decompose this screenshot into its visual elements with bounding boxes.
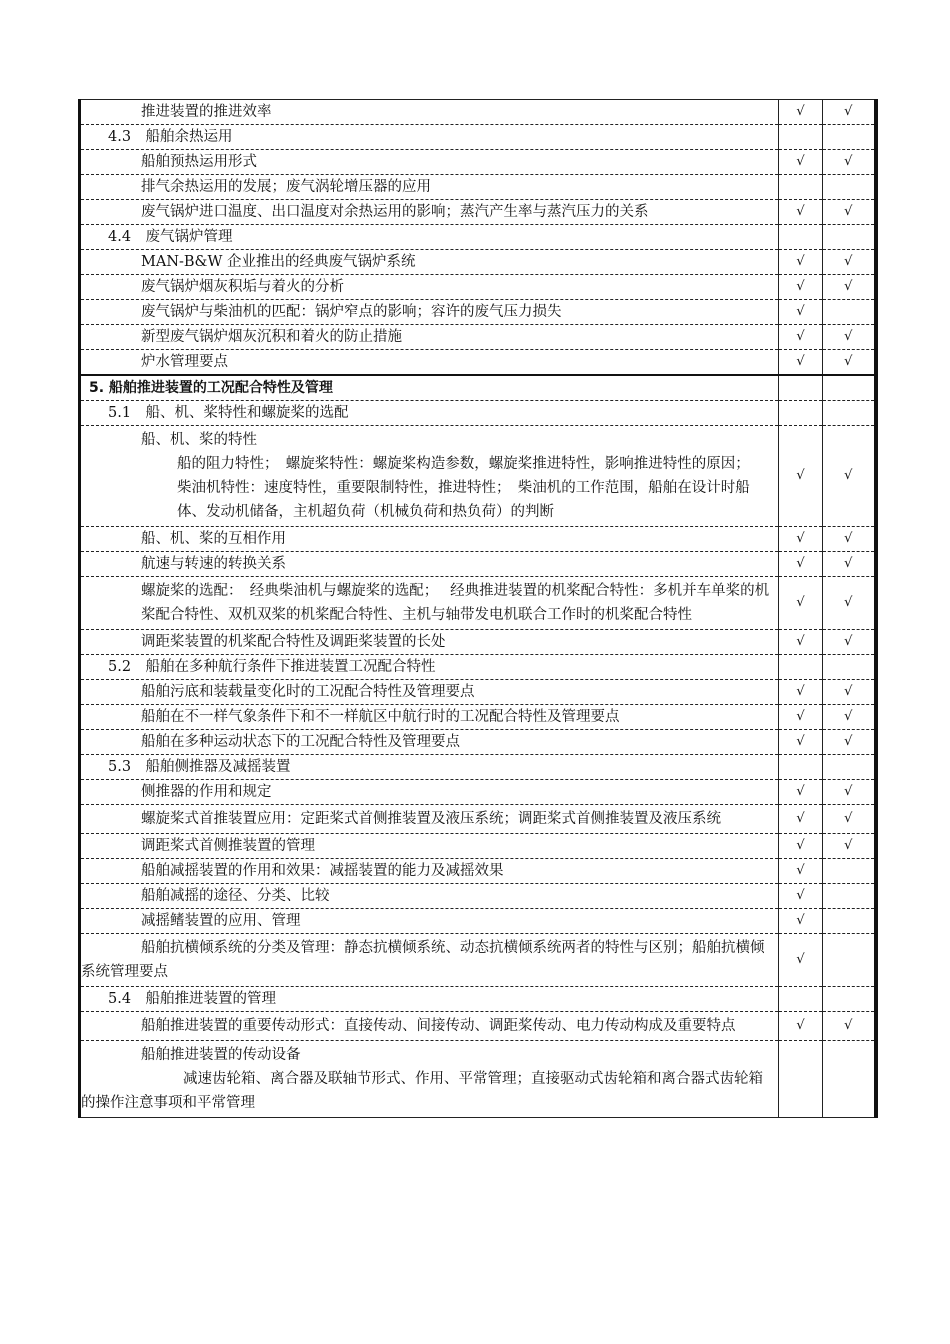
row-description (80, 705, 779, 730)
row-text: 船舶在多种运动状态下的工况配合特性及管理要点 (141, 734, 460, 750)
row-description (80, 780, 779, 805)
syllabus-table-body (80, 100, 876, 1118)
checkmark-column-2: √ (823, 780, 876, 805)
row-description (80, 375, 779, 401)
checkmark-column-2: √ (823, 630, 876, 655)
row-description (80, 805, 779, 834)
row-text: 侧推器的作用和规定 (141, 784, 272, 800)
table-row (80, 730, 876, 755)
row-description (80, 884, 779, 909)
checkmark-column-1: √ (779, 909, 823, 934)
checkmark-column-2: √ (823, 527, 876, 552)
row-text: 排气余热运用的发展；废气涡轮增压器的应用 (141, 179, 431, 195)
checkmark-column-1 (779, 401, 823, 426)
table-row (80, 834, 876, 859)
checkmark-column-2 (823, 987, 876, 1012)
checkmark-column-1 (779, 375, 823, 401)
row-description (80, 401, 779, 426)
row-description (80, 527, 779, 552)
checkmark-column-1: √ (779, 680, 823, 705)
checkmark-column-2 (823, 225, 876, 250)
section-heading-row (80, 375, 876, 401)
row-description (80, 350, 779, 376)
row-description (80, 100, 779, 125)
checkmark-column-2: √ (823, 100, 876, 125)
checkmark-column-1: √ (779, 100, 823, 125)
checkmark-column-1: √ (779, 577, 823, 630)
table-row (80, 577, 876, 630)
table-row (80, 200, 876, 225)
row-text: 新型废气锅炉烟灰沉积和着火的防止措施 (141, 329, 402, 345)
table-row (80, 100, 876, 125)
checkmark-column-2: √ (823, 275, 876, 300)
row-text: 船、机、桨的互相作用 (141, 531, 286, 547)
row-description (80, 175, 779, 200)
row-text: 船舶污底和装载量变化时的工况配合特性及管理要点 (141, 684, 475, 700)
checkmark-column-1: √ (779, 325, 823, 350)
row-description (80, 730, 779, 755)
checkmark-column-1: √ (779, 200, 823, 225)
checkmark-column-1: √ (779, 426, 823, 527)
checkmark-column-2 (823, 884, 876, 909)
table-row (80, 426, 876, 527)
checkmark-column-2 (823, 401, 876, 426)
row-description (80, 300, 779, 325)
row-text: 4.3 船舶余热运用 (108, 129, 233, 145)
row-text: 推进装置的推进效率 (141, 104, 272, 120)
checkmark-column-2: √ (823, 730, 876, 755)
row-description (80, 630, 779, 655)
row-description (80, 755, 779, 780)
checkmark-column-2: √ (823, 805, 876, 834)
row-description (80, 577, 779, 630)
row-text: 减摇鳍装置的应用、管理 (141, 913, 301, 929)
row-description (80, 325, 779, 350)
checkmark-column-2: √ (823, 200, 876, 225)
row-description (80, 680, 779, 705)
row-body-text: 减速齿轮箱、离合器及联轴节形式、作用、平常管理；直接驱动式齿轮箱和离合器式齿轮箱的操作注意事项和平常管理 (81, 1071, 763, 1111)
checkmark-column-2 (823, 859, 876, 884)
row-description (80, 275, 779, 300)
checkmark-column-1 (779, 125, 823, 150)
checkmark-column-1: √ (779, 805, 823, 834)
checkmark-column-2 (823, 909, 876, 934)
checkmark-column-2: √ (823, 834, 876, 859)
row-text: 5.4 船舶推进装置的管理 (108, 991, 277, 1007)
checkmark-column-1: √ (779, 859, 823, 884)
table-row (80, 680, 876, 705)
row-description (80, 200, 779, 225)
checkmark-column-1: √ (779, 552, 823, 577)
syllabus-table (78, 99, 878, 1118)
checkmark-column-2 (823, 175, 876, 200)
checkmark-column-1: √ (779, 934, 823, 987)
checkmark-column-1: √ (779, 705, 823, 730)
row-description (80, 150, 779, 175)
row-text: 5.1 船、机、桨特性和螺旋桨的选配 (108, 405, 349, 421)
row-description (80, 934, 779, 987)
row-text: 船舶预热运用形式 (141, 154, 257, 170)
row-text: MAN-B&W 企业推出的经典废气锅炉系统 (141, 254, 416, 270)
checkmark-column-1 (779, 755, 823, 780)
checkmark-column-1: √ (779, 250, 823, 275)
table-row (80, 1012, 876, 1041)
table-row (80, 909, 876, 934)
table-row (80, 250, 876, 275)
table-row (80, 325, 876, 350)
checkmark-column-2 (823, 655, 876, 680)
row-body-text: 船的阻力特性； 螺旋桨特性：螺旋桨构造参数，螺旋桨推进特性，影响推进特性的原因； 柴油机特性：速度特性，重要限制特性，推进特性； 柴油机的工作范围，船舶在设计时船体、发动机储备，主机超负荷（机械负荷和热负荷）的判断 (177, 456, 757, 520)
checkmark-column-2: √ (823, 426, 876, 527)
row-description (80, 987, 779, 1012)
checkmark-column-2 (823, 1041, 876, 1118)
table-row (80, 884, 876, 909)
table-row (80, 705, 876, 730)
row-heading-text: 船、机、桨的特性 (141, 432, 257, 448)
table-row (80, 175, 876, 200)
checkmark-column-1: √ (779, 780, 823, 805)
checkmark-column-1: √ (779, 150, 823, 175)
checkmark-column-2: √ (823, 552, 876, 577)
table-row (80, 527, 876, 552)
row-text: 船舶减摇装置的作用和效果：减摇装置的能力及减摇效果 (141, 863, 504, 879)
row-text: 船舶减摇的途径、分类、比较 (141, 888, 330, 904)
checkmark-column-2: √ (823, 250, 876, 275)
checkmark-column-1: √ (779, 350, 823, 376)
table-row (80, 1041, 876, 1118)
table-row (80, 859, 876, 884)
row-description (80, 909, 779, 934)
checkmark-column-1: √ (779, 630, 823, 655)
checkmark-column-1 (779, 225, 823, 250)
subsection-row (80, 401, 876, 426)
checkmark-column-1: √ (779, 834, 823, 859)
checkmark-column-2 (823, 125, 876, 150)
table-row (80, 552, 876, 577)
checkmark-column-1: √ (779, 275, 823, 300)
row-description (80, 125, 779, 150)
row-text: 航速与转速的转换关系 (141, 556, 286, 572)
row-description (80, 250, 779, 275)
checkmark-column-2: √ (823, 325, 876, 350)
table-row (80, 780, 876, 805)
row-text: 废气锅炉与柴油机的匹配：锅炉窄点的影响；容许的废气压力损失 (141, 304, 562, 320)
checkmark-column-2 (823, 755, 876, 780)
table-row (80, 805, 876, 834)
row-text: 5.2 船舶在多种航行条件下推进装置工况配合特性 (108, 659, 436, 675)
row-description (80, 225, 779, 250)
row-description (80, 1041, 779, 1118)
checkmark-column-2: √ (823, 150, 876, 175)
row-description (80, 655, 779, 680)
checkmark-column-2: √ (823, 577, 876, 630)
row-heading-text: 船舶推进装置的传动设备 (141, 1047, 301, 1063)
row-text: 船舶在不一样气象条件下和不一样航区中航行时的工况配合特性及管理要点 (141, 709, 620, 725)
row-text: 螺旋桨的选配： 经典柴油机与螺旋桨的选配； 经典推进装置的机桨配合特性：多机并车单桨的机桨配合特性、双机双桨的机桨配合特性、主机与轴带发电机联合工作时的机桨配合特性 (141, 583, 770, 623)
checkmark-column-1: √ (779, 884, 823, 909)
checkmark-column-2: √ (823, 1012, 876, 1041)
checkmark-column-1: √ (779, 730, 823, 755)
row-text: 炉水管理要点 (141, 354, 228, 370)
subsection-row (80, 655, 876, 680)
checkmark-column-1 (779, 175, 823, 200)
row-text: 废气锅炉烟灰积垢与着火的分析 (141, 279, 344, 295)
checkmark-column-1: √ (779, 1012, 823, 1041)
checkmark-column-2: √ (823, 705, 876, 730)
row-text: 船舶抗横倾系统的分类及管理：静态抗横倾系统、动态抗横倾系统两者的特性与区别；船舶抗横倾系统管理要点 (81, 940, 765, 980)
table-row (80, 630, 876, 655)
checkmark-column-1 (779, 1041, 823, 1118)
row-text: 5.3 船舶侧推器及减摇装置 (108, 759, 291, 775)
checkmark-column-2 (823, 934, 876, 987)
subsection-row (80, 987, 876, 1012)
checkmark-column-1: √ (779, 300, 823, 325)
row-description (80, 859, 779, 884)
table-row (80, 934, 876, 987)
table-row (80, 300, 876, 325)
row-text: 螺旋桨式首推装置应用：定距桨式首侧推装置及液压系统；调距桨式首侧推装置及液压系统 (141, 811, 721, 827)
row-description (80, 552, 779, 577)
row-description (80, 426, 779, 527)
row-text: 4.4 废气锅炉管理 (108, 229, 233, 245)
subsection-row (80, 755, 876, 780)
row-description (80, 834, 779, 859)
checkmark-column-2: √ (823, 680, 876, 705)
row-description (80, 1012, 779, 1041)
checkmark-column-2: √ (823, 350, 876, 376)
table-row (80, 150, 876, 175)
syllabus-table-container (78, 99, 874, 1118)
subsection-row (80, 225, 876, 250)
row-text: 船舶推进装置的重要传动形式：直接传动、间接传动、调距桨传动、电力传动构成及重要特点 (141, 1018, 736, 1034)
checkmark-column-1 (779, 655, 823, 680)
row-text: 调距桨装置的机桨配合特性及调距桨装置的长处 (141, 634, 446, 650)
row-text: 调距桨式首侧推装置的管理 (141, 838, 315, 854)
table-row (80, 275, 876, 300)
checkmark-column-2 (823, 375, 876, 401)
row-text: 5. 船舶推进装置的工况配合特性及管理 (89, 380, 333, 396)
checkmark-column-1: √ (779, 527, 823, 552)
checkmark-column-2 (823, 300, 876, 325)
table-row (80, 350, 876, 376)
row-text: 废气锅炉进口温度、出口温度对余热运用的影响；蒸汽产生率与蒸汽压力的关系 (141, 204, 649, 220)
checkmark-column-1 (779, 987, 823, 1012)
subsection-row (80, 125, 876, 150)
